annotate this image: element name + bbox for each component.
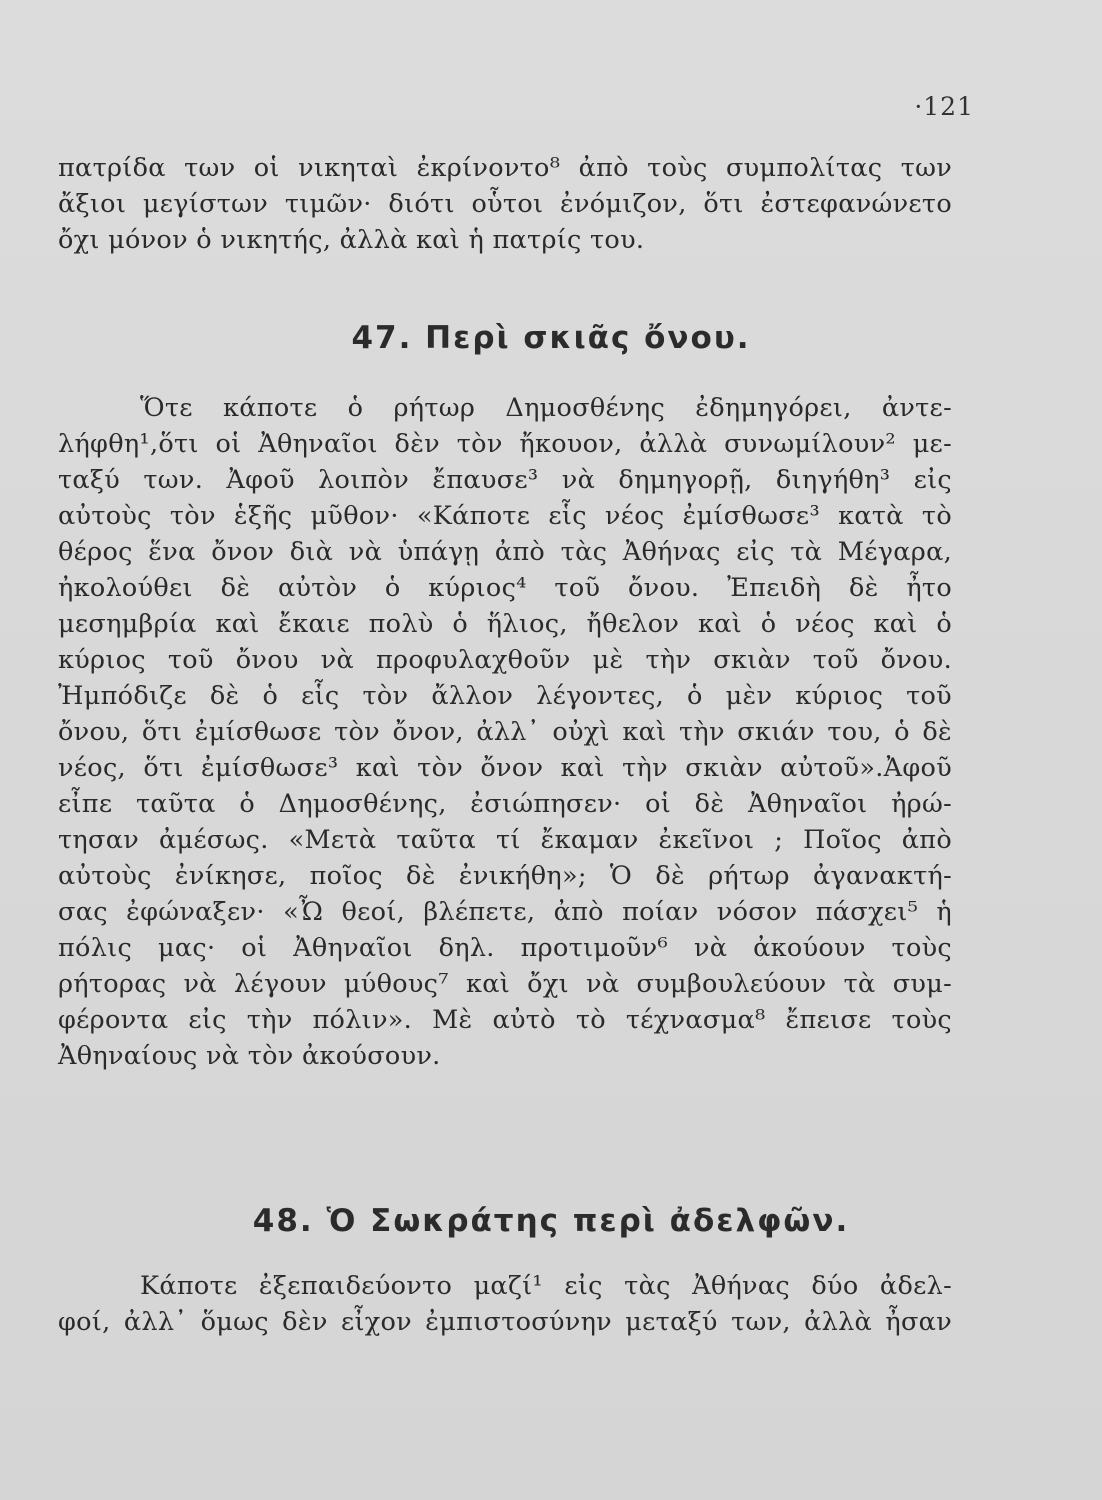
paragraph-48 — [58, 1268, 952, 1340]
text-line: κύριος τοῦ ὄνου νὰ προφυλαχθοῦν μὲ τὴν σκιὰν τοῦ ὄνου. — [58, 645, 952, 675]
text-line: εἶπε ταῦτα ὁ Δημοσθένης, ἐσιώπησεν· οἱ δὲ Ἀθηναῖοι ἠρώ- — [58, 789, 952, 819]
text-line: Ὅτε κάποτε ὁ ρήτωρ Δημοσθένης ἐδημηγόρει, ἀντε- — [140, 393, 952, 423]
text-line: μεσημβρία καὶ ἔκαιε πολὺ ὁ ἥλιος, ἤθελον καὶ ὁ νέος καὶ ὁ — [58, 609, 952, 639]
section-heading-47: 47. Περὶ σκιᾶς ὄνου. — [351, 320, 751, 356]
text-line: Κάποτε ἐξεπαιδεύοντο μαζί¹ εἰς τὰς Ἀθήνας δύο ἀδελ- — [140, 1271, 952, 1301]
text-line: αὐτοὺς ἐνίκησε, ποῖος δὲ ἐνικήθη»; Ὁ δὲ ρήτωρ ἀγανακτή- — [58, 861, 952, 891]
text-line: ρήτορας νὰ λέγουν μύθους⁷ καὶ ὄχι νὰ συμβουλεύουν τὰ συμ- — [58, 969, 952, 999]
text-line: Ἀθηναίους νὰ τὸν ἀκούσουν. — [58, 1041, 441, 1071]
text-line: σας ἐφώναξεν· «Ὦ θεοί, βλέπετε, ἀπὸ ποίαν νόσον πάσχει⁵ ἡ — [58, 897, 952, 927]
text-line: ταξύ των. Ἀφοῦ λοιπὸν ἔπαυσε³ νὰ δημηγορῇ, διηγήθη³ εἰς — [58, 465, 952, 495]
paragraph-47 — [58, 390, 952, 1074]
text-line: Ἠμπόδιζε δὲ ὁ εἷς τὸν ἄλλον λέγοντες, ὁ μὲν κύριος τοῦ — [58, 681, 952, 711]
text-line: φέροντα εἰς τὴν πόλιν». Μὲ αὐτὸ τὸ τέχνασμα⁸ ἔπεισε τοὺς — [58, 1005, 952, 1035]
text-line: νέος, ὅτι ἐμίσθωσε³ καὶ τὸν ὄνον καὶ τὴν σκιὰν αὐτοῦ».Ἀφοῦ — [58, 753, 952, 783]
paragraph-continuation — [58, 150, 952, 258]
text-line: ὄνου, ὅτι ἐμίσθωσε τὸν ὄνον, ἀλλ᾽ οὐχὶ καὶ τὴν σκιάν του, ὁ δὲ — [58, 717, 952, 747]
text-line: θέρος ἕνα ὄνον διὰ νὰ ὑπάγῃ ἀπὸ τὰς Ἀθήνας εἰς τὰ Μέγαρα, — [58, 537, 952, 567]
text-line: φοί, ἀλλ᾽ ὅμως δὲν εἶχον ἐμπιστοσύνην μεταξύ των, ἀλλὰ ἦσαν — [58, 1307, 952, 1337]
text-line: τησαν ἀμέσως. «Μετὰ ταῦτα τί ἔκαμαν ἐκεῖνοι ; Ποῖος ἀπὸ — [58, 825, 952, 855]
text-line: πόλις μας· οἱ Ἀθηναῖοι δηλ. προτιμοῦν⁶ νὰ ἀκούουν τοὺς — [58, 933, 952, 963]
text-line: πατρίδα των οἱ νικηταὶ ἐκρίνοντο⁸ ἀπὸ τοὺς συμπολίτας των — [58, 153, 952, 183]
text-line: αὐτοὺς τὸν ἑξῆς μῦθον· «Κάποτε εἷς νέος ἐμίσθωσε³ κατὰ τὸ — [58, 501, 952, 531]
page-number: ·121 — [914, 92, 974, 121]
text-line: ἠκολούθει δὲ αὐτὸν ὁ κύριος⁴ τοῦ ὄνου. Ἐπειδὴ δὲ ἦτο — [58, 573, 952, 603]
text-line: λήφθη¹,ὅτι οἱ Ἀθηναῖοι δὲν τὸν ἤκουον, ἀλλὰ συνωμίλουν² με- — [58, 429, 952, 459]
text-line: ἄξιοι μεγίστων τιμῶν· διότι οὗτοι ἐνόμιζον, ὅτι ἐστεφανώνετο — [58, 189, 952, 219]
text-line: ὄχι μόνον ὁ νικητής, ἀλλὰ καὶ ἡ πατρίς του. — [58, 225, 645, 255]
section-heading-48: 48. Ὁ Σωκράτης περὶ ἀδελφῶν. — [252, 1203, 850, 1239]
